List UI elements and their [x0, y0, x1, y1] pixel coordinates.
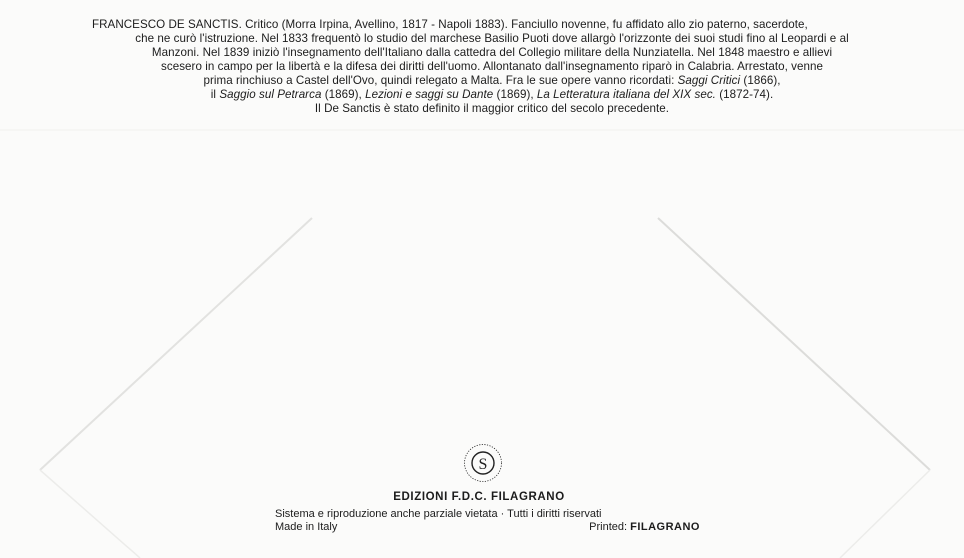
rights-notice: Sistema e riproduzione anche parziale vietata · Tutti i diritti riservati — [275, 508, 602, 520]
bio-line-4: scesero in campo per la libertà e la difesa dei diritti dell'uomo. Allontanato dall'insegnamento riparò in Calabria. Arrestato, venne — [161, 60, 823, 73]
printed-label: Printed: — [589, 521, 631, 533]
publisher-name: EDIZIONI F.D.C. FILAGRANO — [393, 491, 565, 503]
printed-brand: FILAGRANO — [630, 521, 700, 533]
rights-block — [275, 508, 700, 534]
filagrano-logo-icon — [463, 443, 503, 483]
bio-line-5 — [92, 74, 892, 88]
origin-label: Made in Italy — [275, 521, 338, 533]
work-title-saggi-critici: Saggi Critici — [677, 74, 741, 87]
bio-line-6 — [92, 88, 892, 102]
bio-line-7: Il De Sanctis è stato definito il maggior critico del secolo precedente. — [314, 102, 670, 115]
work-year: (1869), — [493, 88, 537, 101]
bio-line-5-text: prima rinchiuso a Castel dell'Ovo, quindi relegato a Malta. Fra le sue opere vanno ricordati: — [203, 74, 678, 87]
work-year: (1866), — [740, 74, 781, 87]
svg-text:S: S — [478, 456, 488, 473]
bio-line-6-text: il — [210, 88, 220, 101]
work-title-saggio-petrarca: Saggio sul Petrarca — [219, 88, 322, 101]
bio-line-1: FRANCESCO DE SANCTIS. Critico (Morra Irpina, Avellino, 1817 - Napoli 1883). Fanciullo novenne, fu affidato allo zio paterno, sacerdote, — [92, 18, 808, 31]
printed-by — [589, 521, 700, 534]
work-title-lezioni-dante: Lezioni e saggi su Dante — [365, 88, 494, 101]
work-year: (1872-74). — [715, 88, 774, 101]
biography-text — [92, 18, 892, 116]
work-title-letteratura-italiana: La Letteratura italiana del XIX sec. — [536, 88, 716, 101]
bio-line-2: che ne curò l'istruzione. Nel 1833 frequentò lo studio del marchese Basilio Puoti dove allargò l'orizzonte dei suoi studi fino al Leopardi e al — [135, 32, 849, 45]
rights-footer-row — [275, 521, 700, 534]
work-year: (1869), — [321, 88, 366, 101]
bio-line-3: Manzoni. Nel 1839 iniziò l'insegnamento dell'Italiano dalla cattedra del Collegio militare della Nunziatella. Nel 1848 maestro e allievi — [151, 46, 833, 59]
